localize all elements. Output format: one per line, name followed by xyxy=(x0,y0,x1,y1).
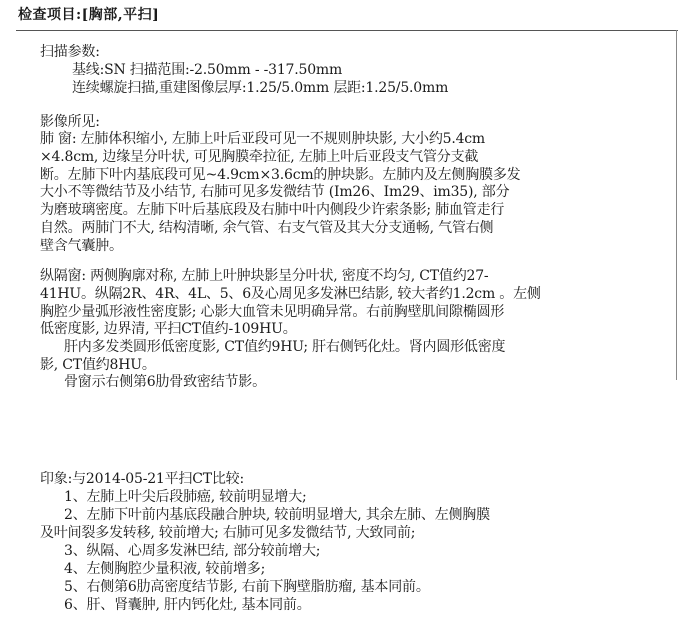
impression-item: 5、右侧第6肋高密度结节影, 右前下胸壁脂肪瘤, 基本同前。 xyxy=(64,579,430,595)
bone-window-line: 骨窗示右侧第6肋骨致密结节影。 xyxy=(64,374,266,390)
lung-window-line: 自然。两肺门不大, 结构清晰, 余气管、右支气管及其大分支通畅, 气管右侧 xyxy=(40,220,494,236)
mediastinal-window-line: 纵隔窗: 两侧胸廓对称, 左肺上叶肿块影呈分叶状, 密度不均匀, CT值约27- xyxy=(40,268,489,284)
impression-title: 印象:与2014-05-21平扫CT比较: xyxy=(40,471,245,487)
impression-item: 6、肝、肾囊肿, 肝内钙化灶, 基本同前。 xyxy=(64,597,311,613)
impression-item: 3、纵隔、心周多发淋巴结, 部分较前增大; xyxy=(64,543,321,559)
right-border-line xyxy=(676,30,677,380)
mediastinal-window-line: 胸腔少量弧形液性密度影; 心影大血管未见明确异常。右前胸壁肌间隙椭圆形 xyxy=(40,304,505,320)
impression-item: 2、左肺下叶前内基底段融合肿块, 较前明显增大, 其余左肺、左侧胸膜 xyxy=(64,507,490,523)
liver-kidney-line: 肝内多发类圆形低密度影, CT值约9HU; 肝右侧钙化灶。肾内圆形低密度 xyxy=(64,339,506,355)
findings-title: 影像所见: xyxy=(40,114,100,130)
lung-window-line: 大小不等微结节及小结节, 右肺可见多发微结节 (Im26、Im29、im35), 部分 xyxy=(40,184,510,200)
scan-params-line-2: 连续螺旋扫描,重建图像层厚:1.25/5.0mm 层距:1.25/5.0mm xyxy=(72,80,449,96)
lung-window-line: 肺 窗: 左肺体积缩小, 左肺上叶后亚段可见一不规则肿块影, 大小约5.4cm xyxy=(40,131,485,147)
lung-window-line: ×4.8cm, 边缘呈分叶状, 可见胸膜牵拉征, 左肺上叶后亚段支气管分支截 xyxy=(40,149,479,165)
scan-params-title: 扫描参数: xyxy=(40,44,100,60)
liver-kidney-line: 影, CT值约8HU。 xyxy=(40,357,156,373)
mediastinal-window-line: 低密度影, 边界清, 平扫CT值约-109HU。 xyxy=(40,321,297,337)
impression-item: 4、左侧胸腔少量积液, 较前增多; xyxy=(64,561,266,577)
lung-window-line: 为磨玻璃密度。左肺下叶后基底段及右肺中叶内侧段少许索条影; 肺血管走行 xyxy=(40,202,505,218)
scan-params-line-1: 基线:SN 扫描范围:-2.50mm - -317.50mm xyxy=(72,62,343,78)
lung-window-line: 壁含气囊肿。 xyxy=(40,238,123,254)
impression-item-continued: 及叶间裂多发转移, 较前增大; 右肺可见多发微结节, 大致同前; xyxy=(40,525,416,541)
header-divider xyxy=(16,30,678,31)
mediastinal-window-line: 41HU。纵隔2R、4R、4L、5、6及心周见多发淋巴结影, 较大者约1.2cm 。左侧 xyxy=(40,286,541,302)
lung-window-line: 断。左肺下叶内基底段可见~4.9cm×3.6cm的肿块影。左肺内及左侧胸膜多发 xyxy=(40,167,521,183)
exam-item-header: 检查项目:[胸部,平扫] xyxy=(18,7,160,23)
impression-item: 1、左肺上叶尖后段肺癌, 较前明显增大; xyxy=(64,489,307,505)
